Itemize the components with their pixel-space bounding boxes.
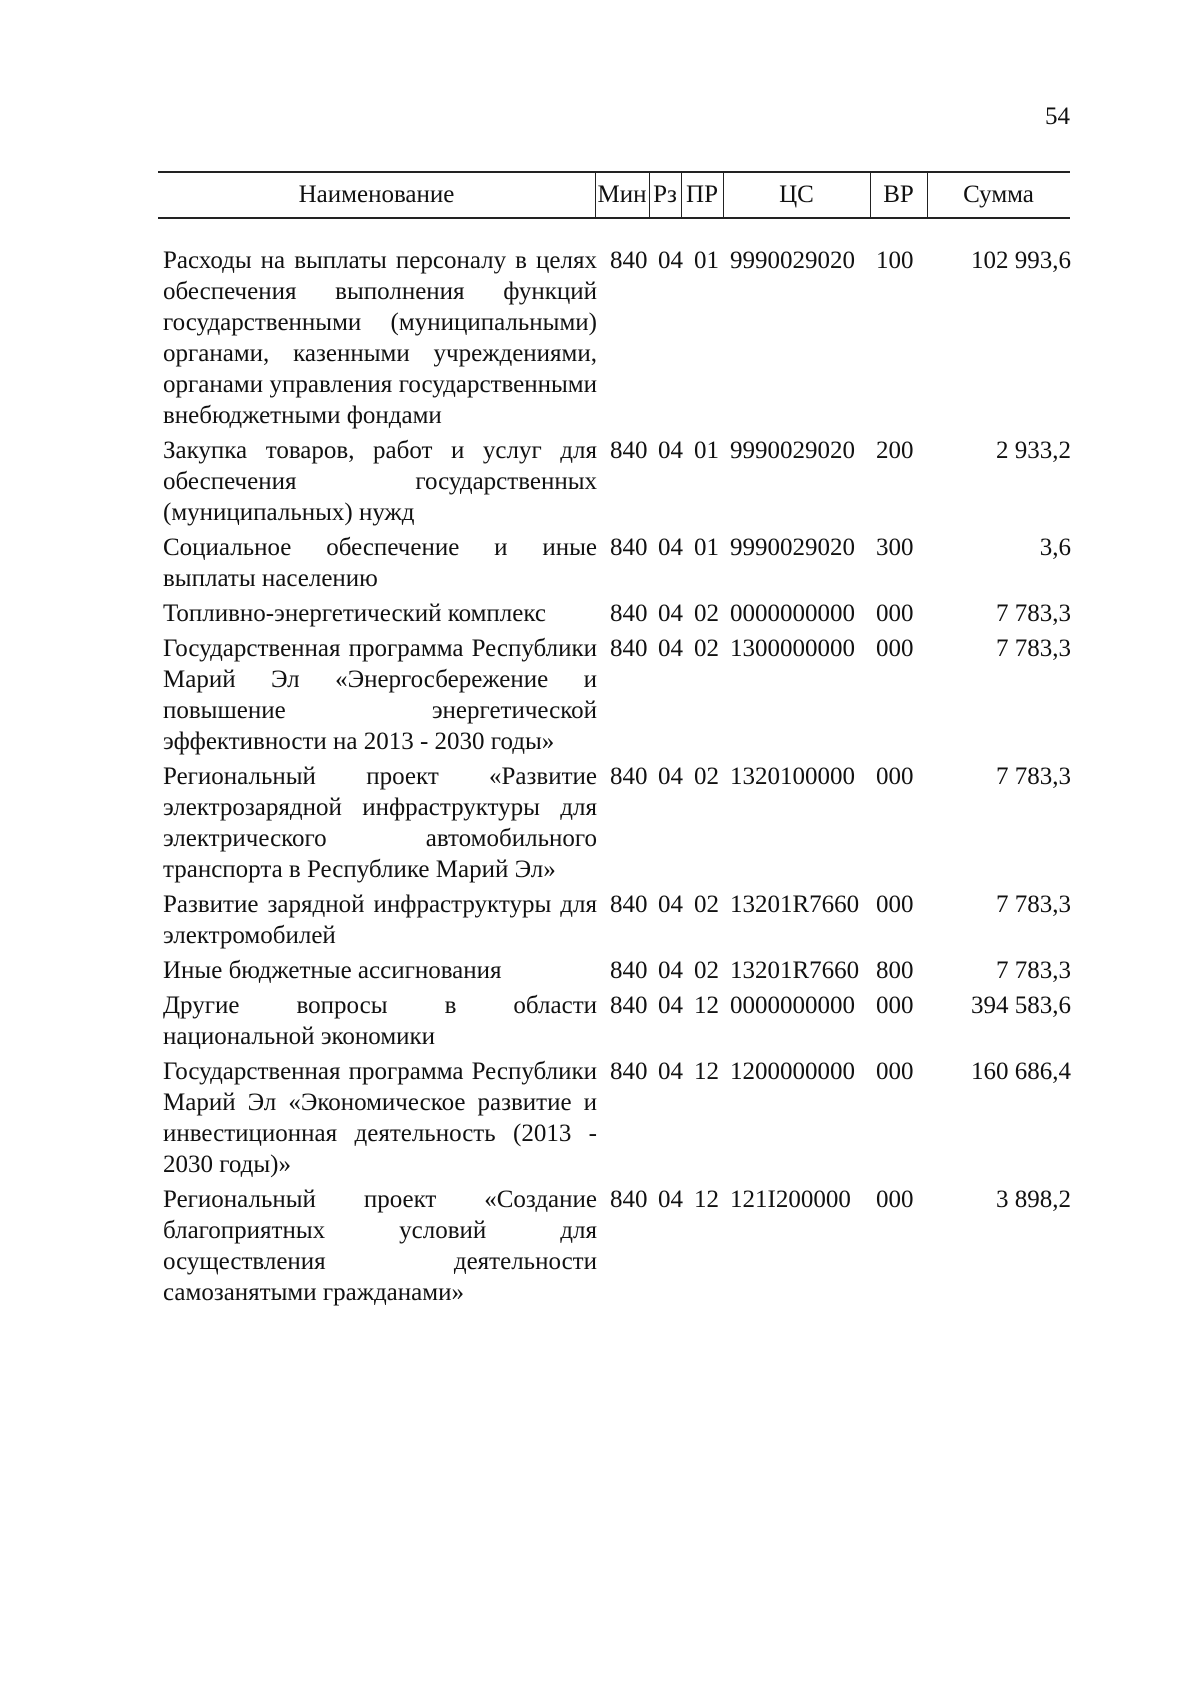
row-name: Развитие зарядной инфраструктуры для электромобилей [163,891,597,949]
table-row [163,1184,1073,1308]
row-cs: 13201R7660 [730,891,860,918]
row-rz: 04 [658,1058,683,1085]
row-pr: 02 [694,763,719,790]
table-row [163,1056,1073,1180]
row-vr: 800 [876,957,914,984]
row-min: 840 [610,247,648,274]
row-pr: 02 [694,600,719,627]
row-min: 840 [610,600,648,627]
row-vr: 000 [876,763,914,790]
row-rz: 04 [658,534,683,561]
header-rz: Рз [653,181,677,208]
row-sum: 7 783,3 [996,600,1071,627]
row-rz: 04 [658,891,683,918]
row-sum: 7 783,3 [996,891,1071,918]
row-min: 840 [610,957,648,984]
row-pr: 02 [694,891,719,918]
row-cs: 9990029020 [730,534,855,561]
row-rz: 04 [658,437,683,464]
row-sum: 7 783,3 [996,635,1071,662]
table-row [163,532,1073,594]
row-min: 840 [610,992,648,1019]
row-cs: 1200000000 [730,1058,855,1085]
row-sum: 7 783,3 [996,763,1071,790]
row-cs: 1300000000 [730,635,855,662]
header-sum: Сумма [963,181,1034,208]
row-min: 840 [610,1058,648,1085]
row-name: Иные бюджетные ассигнования [163,957,502,984]
row-pr: 12 [694,1058,719,1085]
header-vr: ВР [883,181,914,208]
row-pr: 12 [694,1186,719,1213]
row-rz: 04 [658,247,683,274]
row-pr: 01 [694,437,719,464]
table-row [163,990,1073,1052]
table-row [163,889,1073,951]
table-row [163,435,1073,528]
header-min: Мин [597,181,647,208]
row-vr: 100 [876,247,914,274]
row-name: Государственная программа Республики Марий Эл «Энергосбережение и повышение энергетической эффективности на 2013 - 2030 годы» [163,635,597,755]
row-pr: 12 [694,992,719,1019]
row-pr: 01 [694,534,719,561]
row-vr: 000 [876,992,914,1019]
row-cs: 121I200000 [730,1186,851,1213]
row-sum: 102 993,6 [971,247,1071,274]
row-cs: 9990029020 [730,437,855,464]
row-name: Региональный проект «Развитие электрозарядной инфраструктуры для электрического автомобильного транспорта в Республике Марий Эл» [163,763,597,883]
row-vr: 000 [876,891,914,918]
row-cs: 0000000000 [730,600,855,627]
row-cs: 13201R7660 [730,957,860,984]
row-vr: 200 [876,437,914,464]
row-rz: 04 [658,600,683,627]
row-name: Расходы на выплаты персоналу в целях обеспечения выполнения функций государственными (муниципальными) органами, казенными учреждениями, органами управления государственными внебюджетными фондами [163,247,597,429]
row-min: 840 [610,437,648,464]
row-rz: 04 [658,957,683,984]
row-name: Государственная программа Республики Марий Эл «Экономическое развитие и инвестиционная деятельность (2013 - 2030 годы)» [163,1058,597,1178]
row-cs: 1320100000 [730,763,855,790]
table-row [163,633,1073,757]
row-sum: 7 783,3 [996,957,1071,984]
row-rz: 04 [658,635,683,662]
row-min: 840 [610,1186,648,1213]
row-rz: 04 [658,1186,683,1213]
row-min: 840 [610,891,648,918]
row-min: 840 [610,763,648,790]
row-sum: 160 686,4 [971,1058,1071,1085]
table-row [163,761,1073,885]
header-pr: ПР [686,181,718,208]
row-pr: 02 [694,957,719,984]
table-row [163,955,1073,986]
row-pr: 01 [694,247,719,274]
row-vr: 300 [876,534,914,561]
row-name: Другие вопросы в области национальной экономики [163,992,597,1050]
row-pr: 02 [694,635,719,662]
row-sum: 394 583,6 [971,992,1071,1019]
row-cs: 9990029020 [730,247,855,274]
row-sum: 3 898,2 [996,1186,1071,1213]
row-name: Закупка товаров, работ и услуг для обеспечения государственных (муниципальных) нужд [163,437,597,526]
table-header [158,171,1070,219]
row-min: 840 [610,635,648,662]
page-number: 54 [1045,103,1070,130]
row-rz: 04 [658,763,683,790]
row-vr: 000 [876,600,914,627]
header-name: Наименование [298,181,455,208]
row-name: Топливно-энергетический комплекс [163,600,546,627]
table-row [163,245,1073,431]
row-vr: 000 [876,635,914,662]
row-vr: 000 [876,1058,914,1085]
row-cs: 0000000000 [730,992,855,1019]
row-sum: 3,6 [1039,534,1071,561]
table-row [163,598,1073,629]
row-sum: 2 933,2 [996,437,1071,464]
header-cs: ЦС [779,181,814,208]
row-name: Региональный проект «Создание благоприятных условий для осуществления деятельности самозанятыми гражданами» [163,1186,597,1306]
row-vr: 000 [876,1186,914,1213]
table-body [163,245,1073,1312]
row-name: Социальное обеспечение и иные выплаты населению [163,534,597,592]
row-rz: 04 [658,992,683,1019]
row-min: 840 [610,534,648,561]
